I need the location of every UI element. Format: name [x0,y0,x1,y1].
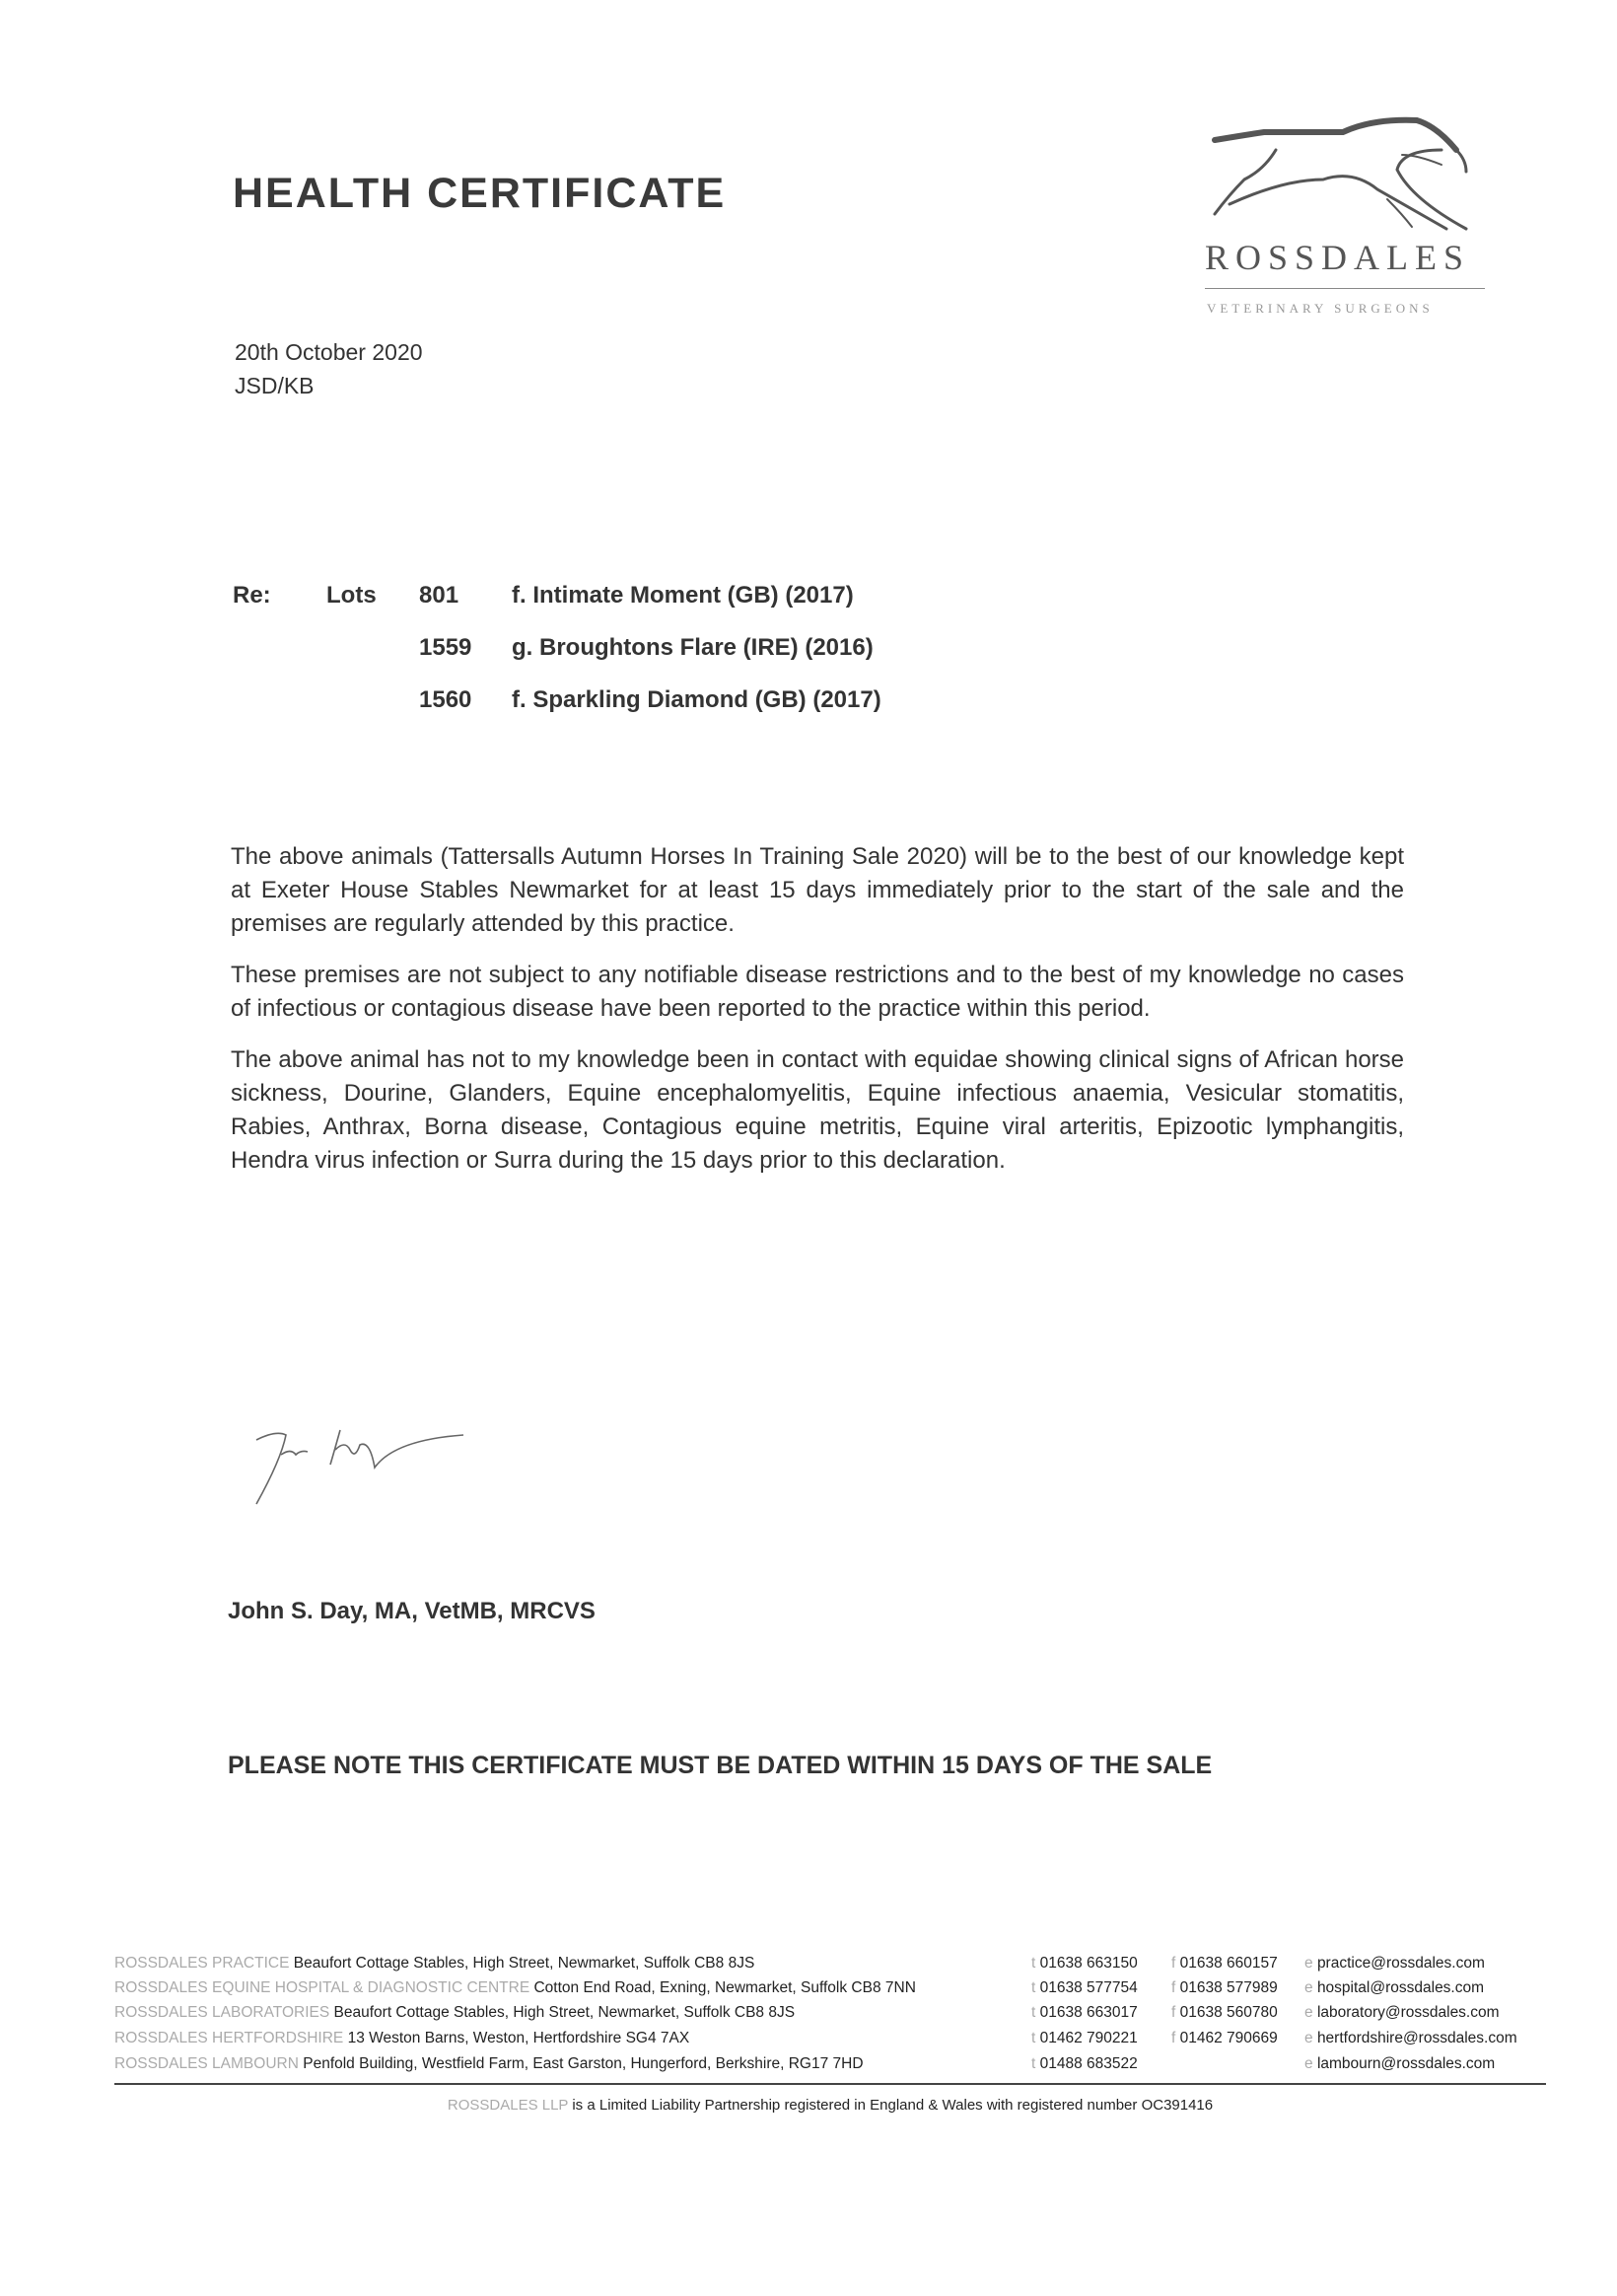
phone: 01638 577754 [1039,1979,1138,1996]
lot-number: 1559 [419,634,472,661]
email: hertfordshire@rossdales.com [1316,2030,1517,2046]
phone-prefix: t [1031,1955,1036,1972]
email-prefix: e [1304,1955,1313,1972]
footer-divider [114,2083,1546,2085]
registration-notice [0,2097,1617,2114]
paragraph: These premises are not subject to any notifiable disease restrictions and to the best of my knowledge no cases of infectious or contagious disease have been reported to the practice within this period. [231,962,1404,1022]
email-prefix: e [1304,2004,1313,2021]
phone: 01462 790221 [1039,2030,1138,2046]
email: laboratory@rossdales.com [1316,2004,1500,2021]
logo-tagline: VETERINARY SURGEONS [1207,301,1434,316]
footer-row [114,2055,864,2073]
phone: 01638 663150 [1039,1955,1138,1972]
office-address: Beaufort Cottage Stables, High Street, Newmarket, Suffolk CB8 8JS [333,2004,796,2021]
phone-prefix: t [1031,2004,1036,2021]
footer-row [114,1955,754,1973]
phone-prefix: t [1031,2030,1036,2046]
office-address: Penfold Building, Westfield Farm, East Garston, Hungerford, Berkshire, RG17 7HD [303,2055,864,2072]
lot-name: g. Broughtons Flare (IRE) (2016) [512,634,874,661]
lot-number: 1560 [419,686,472,713]
footer-row [114,2030,689,2047]
fax-prefix: f [1171,1979,1176,1996]
phone-prefix: t [1031,1979,1036,1996]
fax-prefix: f [1171,2004,1176,2021]
llp-text: is a Limited Liability Partnership registered in England & Wales with registered number OC391416 [572,2097,1214,2114]
email: practice@rossdales.com [1316,1955,1485,1972]
signer-name: John S. Day, MA, VetMB, MRCVS [228,1598,596,1624]
paragraph: The above animal has not to my knowledge been in contact with equidae showing clinical signs of African horse sickness, Dourine, Glanders, Equine encephalomyelitis, Equine infectious anaemia, Vesicular stomatitis, Rabies, Anthrax, Borna disease, Contagious equine metritis, Equine viral arteritis, Epizootic lymphangitis, Hendra virus infection or Surra during the 15 days prior to this declaration. [231,1046,1404,1174]
email: hospital@rossdales.com [1316,1979,1485,1996]
office-name: ROSSDALES PRACTICE [114,1955,290,1972]
body-text [231,840,1404,1195]
office-name: ROSSDALES LABORATORIES [114,2004,330,2021]
paragraph: The above animals (Tattersalls Autumn Horses In Training Sale 2020) will be to the best of our knowledge kept at Exeter House Stables Newmarket for at least 15 days immediately prior to the start of the sale and the premises are regularly attended by this practice. [231,843,1404,937]
important-note: PLEASE NOTE THIS CERTIFICATE MUST BE DATED WITHIN 15 DAYS OF THE SALE [228,1752,1213,1779]
office-address: 13 Weston Barns, Weston, Hertfordshire SG4 7AX [347,2030,690,2046]
fax: 01638 560780 [1179,2004,1278,2021]
email-prefix: e [1304,1979,1313,1996]
fax: 01638 577989 [1179,1979,1278,1996]
fax: 01462 790669 [1179,2030,1278,2046]
fax: 01638 660157 [1179,1955,1278,1972]
footer-row [114,1979,916,1997]
email: lambourn@rossdales.com [1316,2055,1496,2072]
email-prefix: e [1304,2055,1313,2072]
llp-name: ROSSDALES LLP [447,2097,569,2114]
date: 20th October 2020 [235,339,423,365]
lot-name: f. Intimate Moment (GB) (2017) [512,582,854,609]
reference: JSD/KB [235,373,315,398]
phone-prefix: t [1031,2055,1036,2072]
office-name: ROSSDALES EQUINE HOSPITAL & DIAGNOSTIC CENTRE [114,1979,530,1996]
office-address: Cotton End Road, Exning, Newmarket, Suffolk CB8 7NN [533,1979,916,1996]
office-name: ROSSDALES LAMBOURN [114,2055,299,2072]
lot-number: 801 [419,582,459,609]
document-title: HEALTH CERTIFICATE [233,170,727,217]
office-name: ROSSDALES HERTFORDSHIRE [114,2030,344,2046]
office-address: Beaufort Cottage Stables, High Street, Newmarket, Suffolk CB8 8JS [293,1955,755,1972]
phone: 01638 663017 [1039,2004,1138,2021]
fax-prefix: f [1171,2030,1176,2046]
re-label: Re: [233,582,271,609]
horse-logo-icon [1205,110,1491,239]
logo-brand: ROSSDALES [1205,238,1471,277]
signature [246,1410,483,1509]
fax-prefix: f [1171,1955,1176,1972]
footer-row [114,2004,795,2022]
phone: 01488 683522 [1039,2055,1138,2072]
lot-name: f. Sparkling Diamond (GB) (2017) [512,686,881,713]
logo-divider [1205,288,1485,289]
email-prefix: e [1304,2030,1313,2046]
lots-label: Lots [326,582,377,609]
